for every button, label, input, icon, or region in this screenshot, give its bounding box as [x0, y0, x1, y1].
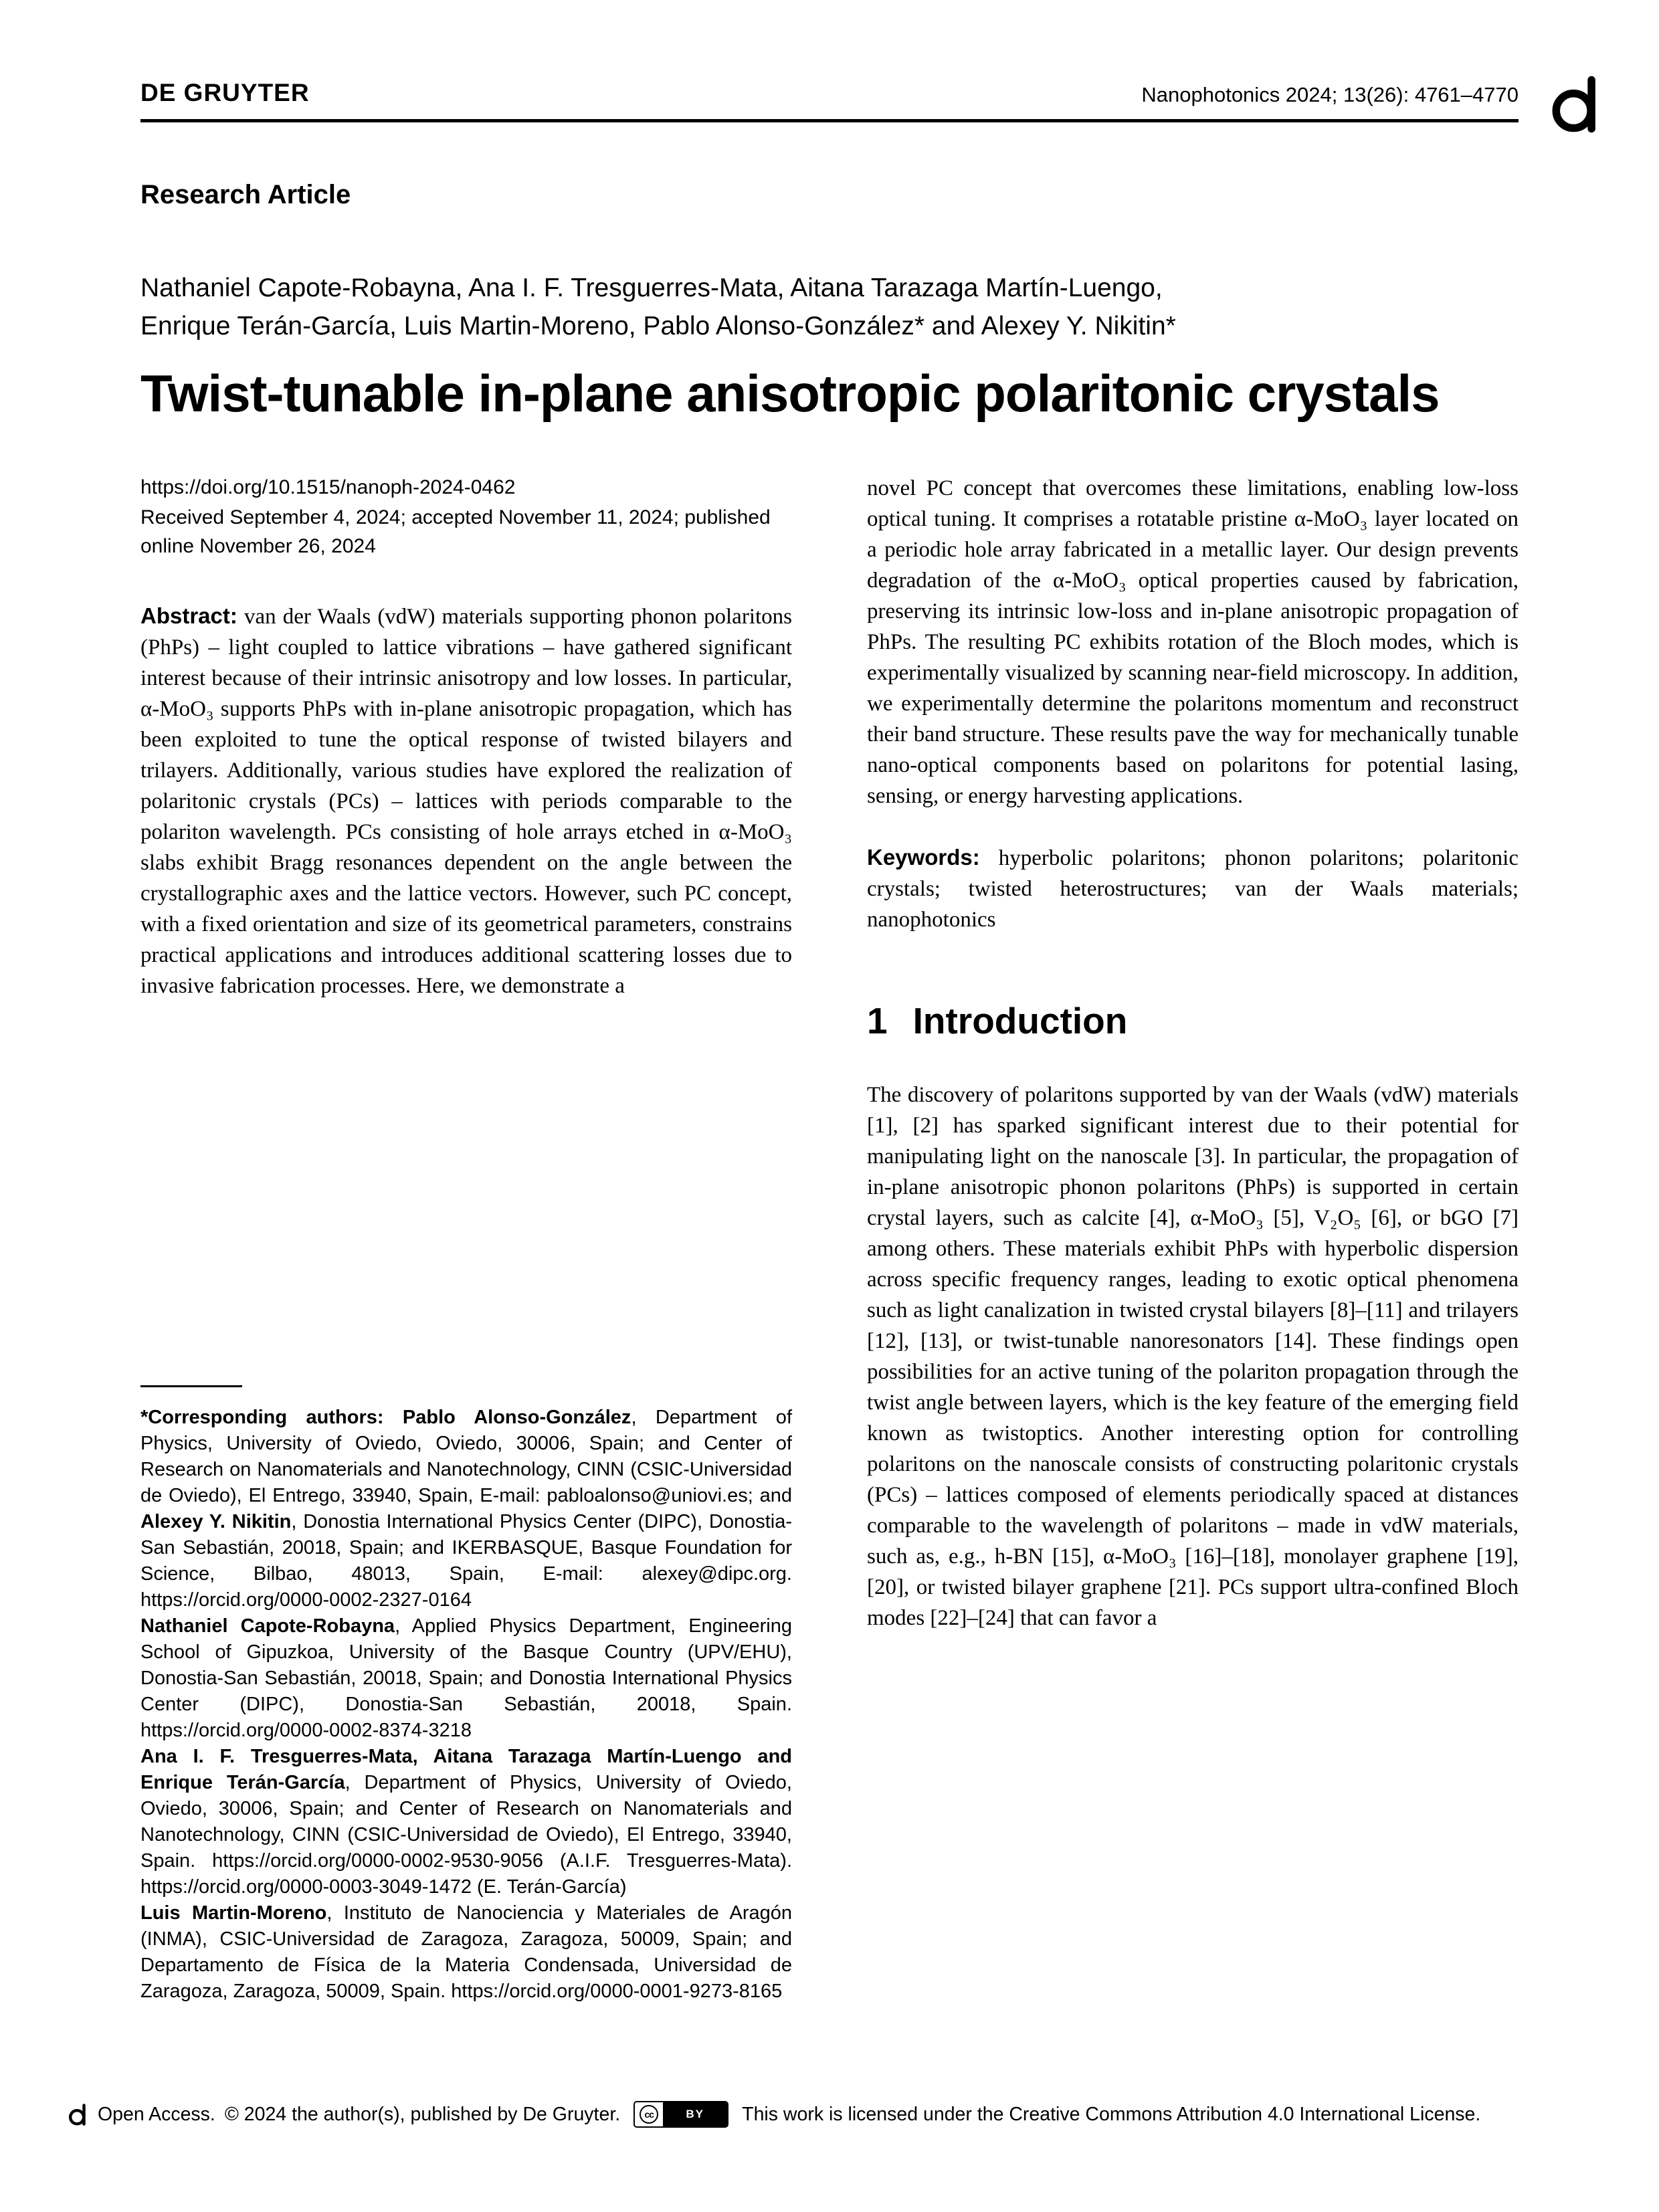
cc-icon: cc — [640, 2105, 658, 2124]
footnote-separator — [140, 1385, 242, 1387]
open-access-icon-small — [68, 2102, 88, 2127]
right-column — [867, 473, 1519, 2005]
section-number: 1 — [867, 1000, 888, 1041]
received-published-dates: Received September 4, 2024; accepted November 11, 2024; published online November 26, 2024 — [140, 506, 771, 557]
affiliation-note-martin-moreno: Luis Martin-Moreno, Instituto de Nanociencia y Materiales de Aragón (INMA), CSIC-Universidad de Zaragoza, Zaragoza, 50009, Spain; and Departamento de Física de la Materia Condensada, Universidad de Zaragoza, Zaragoza, 50009, Spain. https://orcid.org/0000-0001-9273-8165 — [140, 1902, 792, 2002]
affiliation-note-tresguerres-group: Ana I. F. Tresguerres-Mata, Aitana Tarazaga Martín-Luengo and Enrique Terán-García, Department of Physics, University of Oviedo, Oviedo, 30006, Spain; and Center of Research on Nanomaterials and Nanotechnology, CINN (CSIC-Universidad de Oviedo), El Entrego, 33940, Spain. https://orcid.org/0000-0002-9530-9056 (A.I.F. Tresguerres-Mata). https://orcid.org/0000-0003-3049-1472 (E. Terán-García) — [140, 1746, 792, 1898]
keywords-text: hyperbolic polaritons; phonon polaritons; polaritonic crystals; twisted heterostructures; van der Waals materials; nanophotonics — [867, 846, 1519, 932]
abstract-text-left: van der Waals (vdW) materials supporting phonon polaritons (PhPs) – light coupled to lattice vibrations – have gathered significant interest because of their intrinsic anisotropy and low losses. In particular, α-MoO₃ supports PhPs with in-plane anisotropic propagation, which has been exploited to tune the optical response of twisted bilayers and trilayers. Additionally, various studies have explored the realization of polaritonic crystals (PCs) – lattices with periods comparable to the polariton wavelength. PCs consisting of hole arrays etched in α-MoO₃ slabs exhibit Bragg resonances dependent on the angle between the crystallographic axes and the lattice vectors. However, such PC concept, with a fixed orientation and size of its geometrical parameters, constrains practical applications and introduces additional scattering losses due to invasive fabrication processes. Here, we demonstrate a — [140, 605, 792, 998]
open-access-label: Open Access. — [98, 2103, 215, 2125]
section-title: Introduction — [912, 1000, 1128, 1041]
footnote-block — [140, 1359, 792, 2005]
left-column — [140, 473, 792, 2005]
introduction-paragraph: The discovery of polaritons supported by van der Waals (vdW) materials [1], [2] has sparked significant interest due to their potential for manipulating light on the nanoscale [3]. In particular, the propagation of in-plane anisotropic phonon polaritons (PhPs) is supported in certain crystal layers, such as calcite [4], α-MoO₃ [5], V₂O₅ [6], or bGO [7] among others. These materials exhibit PhPs with hyperbolic dispersion across specific frequency ranges, leading to exotic optical phenomena such as light canalization in twisted crystal bilayers [8]–[11] and trilayers [12], [13], or twist-tunable nanoresonators [14]. These findings open possibilities for an active tuning of the polariton propagation through the twist angle between layers, which is the key feature of the emerging field known as twistoptics. Another interesting option for controlling polaritons on the nanoscale consists of constructing polaritonic crystals (PCs) – lattices composed of elements periodically spaced at distances comparable to the wavelength of polaritons – made in vdW materials, such as, e.g., h-BN [15], α-MoO₃ [16]–[18], monolayer graphene [19], [20], or twisted bilayer graphene [21]. PCs support ultra-confined Bloch modes [22]–[24] that can favor a — [867, 1083, 1519, 1630]
author-line-1: Nathaniel Capote-Robayna, Ana I. F. Tresguerres-Mata, Aitana Tarazaga Martín-Luengo, — [140, 274, 1163, 302]
article-meta — [140, 473, 792, 561]
abstract-continuation: novel PC concept that overcomes these limitations, enabling low-loss optical tuning. It comprises a rotatable pristine α-MoO₃ layer located on a periodic hole array fabricated in a metallic layer. Our design prevents degradation of the α-MoO₃ optical properties caused by fabrication, preserving its intrinsic low-loss and in-plane anisotropic propagation of PhPs. The resulting PC exhibits rotation of the Bloch modes, which is experimentally visualized by scanning near-field microscopy. In addition, we experimentally determine the polaritons momentum and reconstruct their band structure. These results pave the way for mechanically tunable nano-optical components based on polaritons for potential lasing, sensing, or energy harvesting applications. — [867, 476, 1519, 808]
abstract-paragraph — [140, 601, 792, 1001]
cc-by-label: BY — [663, 2102, 727, 2126]
keywords-label: Keywords: — [867, 845, 980, 870]
license-footer — [68, 2101, 1520, 2128]
journal-citation: Nanophotonics 2024; 13(26): 4761–4770 — [1141, 83, 1519, 106]
article-type-label: Research Article — [140, 180, 351, 209]
keywords-paragraph — [867, 842, 1519, 935]
page-header — [140, 79, 1519, 107]
open-access-icon — [1551, 72, 1603, 136]
header-rule — [140, 119, 1519, 122]
abstract-label: Abstract: — [140, 603, 237, 628]
license-text: This work is licensed under the Creative Commons Attribution 4.0 International License. — [742, 2103, 1481, 2125]
copyright-text: © 2024 the author(s), published by De Gruyter. — [224, 2103, 621, 2125]
introduction-heading — [867, 999, 1519, 1042]
corresponding-authors-note: *Corresponding authors: Pablo Alonso-González, Department of Physics, University of Oviedo, Oviedo, 30006, Spain; and Center of Research on Nanomaterials and Nanotechnology, CINN (CSIC-Universidad de Oviedo), El Entrego, 33940, Spain, E-mail: pabloalonso@uniovi.es; and Alexey Y. Nikitin, Donostia International Physics Center (DIPC), Donostia-San Sebastián, 20018, Spain; and IKERBASQUE, Basque Foundation for Science, Bilbao, 48013, Spain, E-mail: alexey@dipc.org. https://orcid.org/0000-0002-2327-0164 — [140, 1407, 793, 1611]
author-line-2: Enrique Terán-García, Luis Martin-Moreno, Pablo Alonso-González* and Alexey Y. Nikitin* — [140, 312, 1176, 340]
two-column-body — [140, 473, 1519, 2005]
publisher-name: DE GRUYTER — [140, 79, 310, 106]
article-title: Twist-tunable in-plane anisotropic polaritonic crystals — [140, 364, 1440, 423]
doi-link[interactable]: https://doi.org/10.1515/nanoph-2024-0462 — [140, 476, 516, 498]
cc-by-badge[interactable] — [633, 2101, 728, 2128]
author-list — [140, 269, 1519, 345]
affiliation-note-capote-robayna: Nathaniel Capote-Robayna, Applied Physics Department, Engineering School of Gipuzkoa, University of the Basque Country (UPV/EHU), Donostia-San Sebastián, 20018, Spain; and Donostia International Physics Center (DIPC), Donostia-San Sebastián, 20018, Spain. https://orcid.org/0000-0002-8374-3218 — [140, 1615, 792, 1741]
